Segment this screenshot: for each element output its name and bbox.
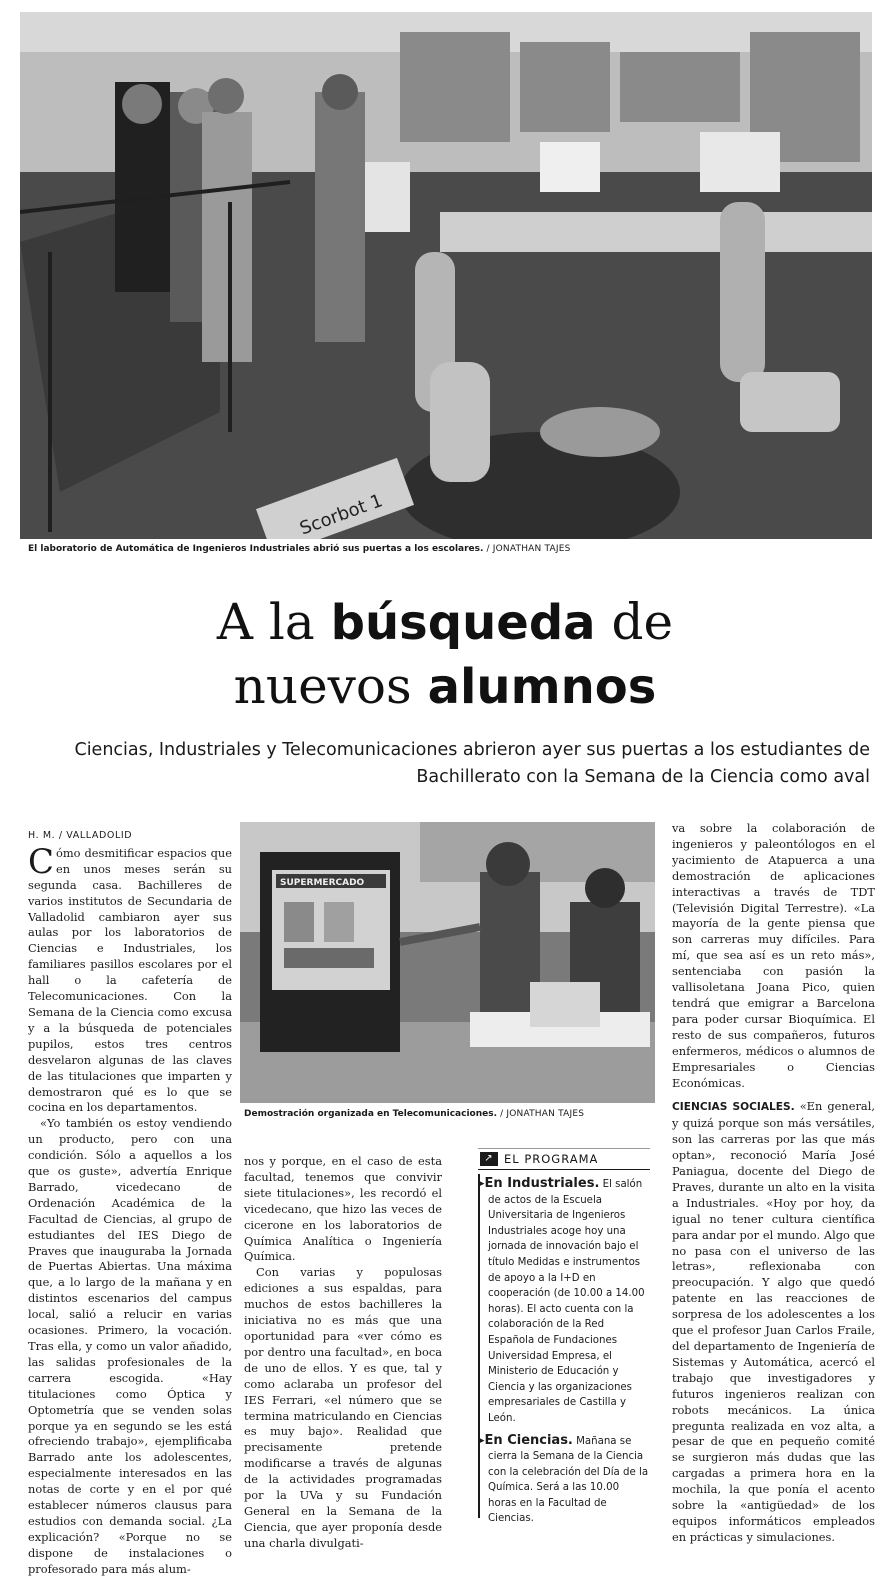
program-sidebar: [478, 1148, 650, 1526]
paragraph: nos y porque, en el caso de esta facultad, tenemos que convivir siete titulaciones», les recordó el vicedecano, que hizo las veces de cicerone en los laboratorios de Química Analítica o Ingeniería Química.: [244, 1154, 442, 1264]
paragraph: Con varias y populosas ediciones a sus espaldas, para muchos de estos bachilleres la iniciativa no es más que una oportunidad para «ver cómo es por dentro una facultad», en boca de uno de ellos. Y es que, tal y como aclaraba un profesor del IES Ferrari, «el número que se termina matriculando en Ciencias es muy bajo». Realidad que precisamente pretende modificarse a través de algunas de la actividades programadas por la UVa y su Fundación General en la Semana de la Ciencia, que ayer proponía desde una charla divulgati-: [244, 1265, 442, 1550]
program-item-ciencias: [478, 1433, 650, 1528]
article-column-1: [28, 828, 232, 1578]
paragraph: [672, 1099, 875, 1545]
zigzag-icon: ↗: [480, 1152, 498, 1166]
headline-line-1: [0, 592, 890, 653]
program-title: EL PROGRAMA: [504, 1152, 599, 1166]
headline-emphasis: búsqueda: [330, 595, 596, 651]
headline-part: nuevos: [233, 657, 428, 715]
program-item-title: ▸En Industriales.: [478, 1176, 600, 1191]
lab-photo-caption: [28, 544, 571, 554]
telecom-photo-caption: [244, 1109, 584, 1119]
drop-cap: C: [28, 841, 55, 882]
article-column-2: [244, 1154, 442, 1552]
robot-label: Scorbot 1: [297, 490, 386, 539]
photo-credit: / JONATHAN TAJES: [497, 1109, 585, 1119]
headline-part: A la: [216, 593, 331, 651]
paragraph: «Yo también os estoy vendiendo un producto, pero con una condición. Sólo a aquellos a los que os guste», advertía Enrique Barrado, vicedecano de Ordenación Académica de la Facultad de Ciencias, al grupo de estudiantes del IES Diego de Praves que inauguraba la Jornada de Puertas Abiertas. Una máxima que, a lo largo de la mañana y en distintos escenarios del campus local, salió a relucir en varias ocasiones. Primero, la vocación. Tras ella, y como un valor añadido, las salidas profesionales de la carrera escogida. «Hay titulaciones como Óptica y Optometría que se venden solas porque ya en segundo se les está ofreciendo trabajo», ejemplificaba Barrado ante los adolescentes, especialmente interesados en las notas de corte y en el por qué establecer números clausus para estudios con demanda social. ¿La explicación? «Porque no se dispone de instalaciones o profesorado para más alum-: [28, 1116, 232, 1576]
section-heading: CIENCIAS SOCIALES.: [672, 1101, 795, 1114]
headline-line-2: [0, 656, 890, 717]
paragraph-text: «En general, y quizá porque son más versátiles, son las carreras por las que más optan», reconoció María José Paniagua, docente del Diego de Praves, durante un alto en la visita a Industriales. «Hoy por hoy, da igual no tener cultura científica para andar por el mundo. Algo que no pasa con el universo de las letras», reflexionaba con preocupación. Y algo que quedó patente en las reacciones de sorpresa de los adolescentes a los que el profesor Juan Carlos Fraile, del departamento de Ingeniería de Sistemas y Automática, acercó el trabajo que investigadores y futuros ingenieros realizan con robots mecánicos. La única pregunta realizada en voz alta, a pesar de que en pequeño comité se surgieron más dudas que las cargadas a primera hora en la mochila, la que ponía el acento sobre la «antigüedad» de los equipos informáticos empleados en prácticas y simulaciones.: [672, 1099, 875, 1544]
headline-emphasis: alumnos: [427, 659, 657, 715]
program-item-industriales: [478, 1176, 650, 1427]
caption-text: Demostración organizada en Telecomunicaciones.: [244, 1109, 498, 1119]
lab-photo-illustration: [20, 12, 872, 539]
telecom-photo: [240, 822, 655, 1103]
caption-text: El laboratorio de Automática de Ingenieros Industriales abrió sus puertas a los escolares.: [28, 544, 484, 554]
article-column-4: [672, 821, 875, 1546]
byline: H. M. / VALLADOLID: [28, 830, 133, 841]
program-item-title: ▸En Ciencias.: [478, 1432, 573, 1448]
lab-photo: [20, 12, 872, 539]
program-item-text: El salón de actos de la Escuela Universitaria de Ingenieros Industriales acoge hoy una jornada de innovación bajo el título Medidas e instrumentos de apoyo a la I+D en cooperación (de 10.00 a 14.00 horas). El acto cuenta con la colaboración de la Red Española de Fundaciones Universidad Empresa, el Ministerio de Educación y Ciencia y las organizaciones empresariales de Castilla y León.: [488, 1179, 645, 1424]
program-item-title-text: En Industriales.: [484, 1176, 600, 1191]
subheadline: Ciencias, Industriales y Telecomunicaciones abrieron ayer sus puertas a los estudiantes de Bachillerato con la Semana de la Ciencia como aval: [74, 740, 870, 787]
program-item-title-text: En Ciencias.: [484, 1432, 573, 1448]
program-header: [478, 1148, 650, 1170]
paragraph-text: ómo desmitificar espacios que en unos meses serán su segunda casa. Bachilleres de varios institutos de Secundaria de Valladolid cambiaron ayer sus aulas por los laboratorios de Ciencias e Industriales, los familiares pasillos escolares por el hall o la cafetería de Telecomunicaciones. Con la Semana de la Ciencia como excusa y a la búsqueda de potenciales pupilos, estos tres centros desvelaron algunas de las claves de las titulaciones que imparten y demostraron qué es lo que se cocina en los departamentos.: [28, 845, 232, 1115]
program-item-text: Mañana se cierra la Semana de la Ciencia con la celebración del Día de la Química. Será a las 10.00 horas en la Facultad de Ciencias.: [488, 1435, 649, 1525]
paragraph: va sobre la colaboración de ingenieros y paleontólogos en el yacimiento de Atapuerca a una demostración de aplicaciones interactivas a través de TDT (Televisión Digital Terrestre). «La mayoría de la gente piensa que son carreras muy difíciles. Para mí, que sea así es un reto más», sentenciaba con pasión la vallisoletana Joana Pico, quien tendrá que emigrar a Barcelona para poder cursar Bioquímica. El resto de sus compañeros, futuros enfermeros, médicos o alumnos de Empresariales o Ciencias Económicas.: [672, 821, 875, 1090]
paragraph: [28, 841, 232, 1116]
photo-credit: / JONATHAN TAJES: [483, 544, 571, 554]
telecom-photo-illustration: [240, 822, 655, 1103]
headline-part: de: [595, 593, 674, 651]
program-rule: [478, 1174, 480, 1518]
screen-text: SUPERMERCADO: [280, 878, 365, 888]
